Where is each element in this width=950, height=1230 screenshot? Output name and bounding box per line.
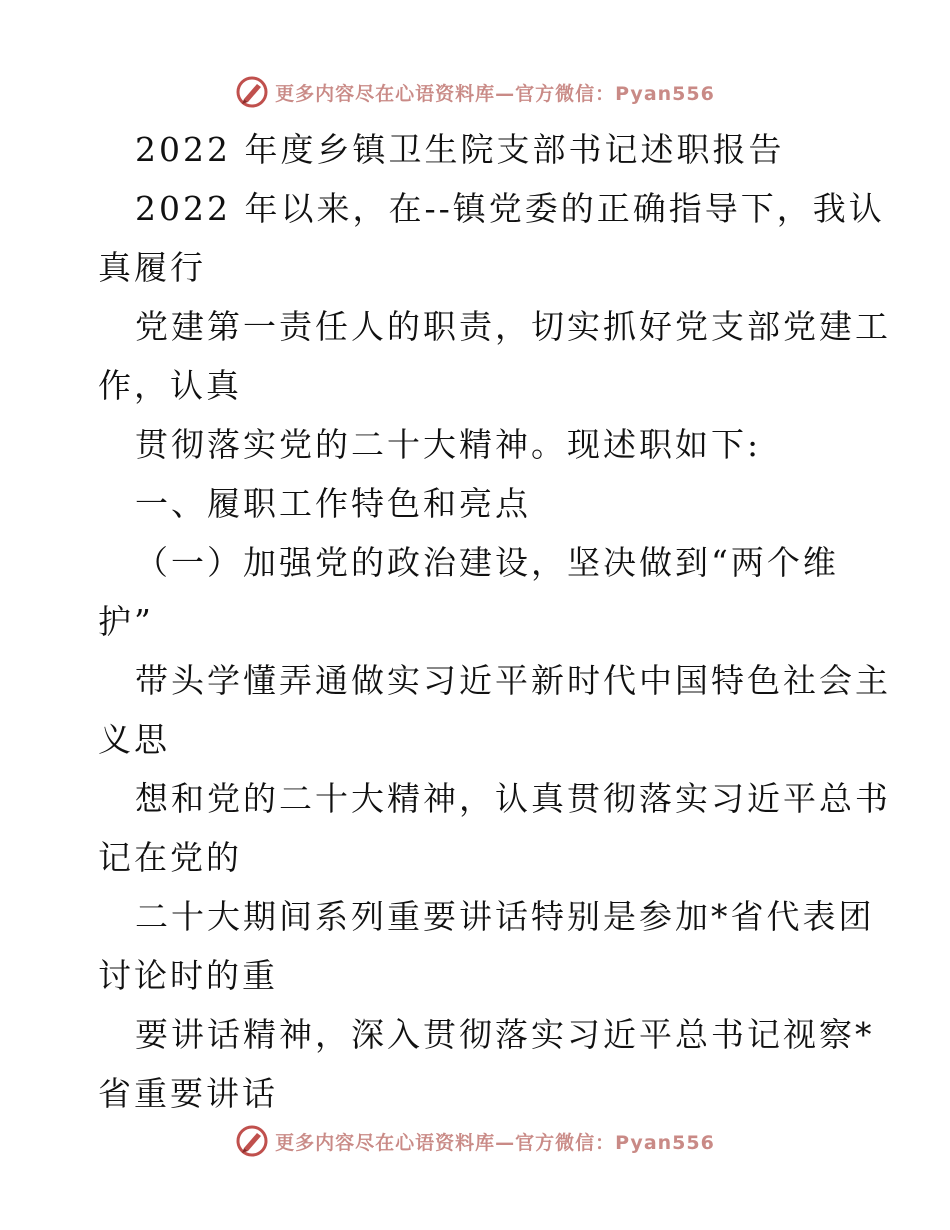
paragraph-line: 要讲话精神，深入贯彻落实习近平总书记视察* [135, 1015, 875, 1054]
pen-logo-icon [235, 75, 269, 109]
watermark-text: 更多内容尽在心语资料库—官方微信：Pyan556 [275, 82, 715, 105]
paragraph-line: 护” [98, 602, 154, 641]
paragraph-line: 讨论时的重 [98, 956, 278, 995]
paragraph-line: 想和党的二十大精神，认真贯彻落实习近平总书 [135, 779, 891, 818]
paragraph-line: 2022 年以来，在--镇党委的正确指导下，我认 [135, 189, 885, 228]
footer-watermark [0, 1121, 950, 1161]
paragraph-line: 贯彻落实党的二十大精神。现述职如下: [135, 425, 762, 464]
subsection-heading: （一）加强党的政治建设，坚决做到“两个维 [135, 543, 839, 582]
paragraph-line: 二十大期间系列重要讲话特别是参加*省代表团 [135, 897, 875, 936]
paragraph-line: 党建第一责任人的职责，切实抓好党支部党建工 [135, 307, 891, 346]
paragraph-line: 真履行 [98, 248, 206, 287]
pen-logo-icon [235, 1124, 269, 1158]
document-title: 2022 年度乡镇卫生院支部书记述职报告 [135, 130, 785, 169]
paragraph-line: 带头学懂弄通做实习近平新时代中国特色社会主 [135, 661, 891, 700]
paragraph-line: 省重要讲话 [98, 1074, 278, 1113]
header-watermark [0, 72, 950, 112]
watermark-text: 更多内容尽在心语资料库—官方微信：Pyan556 [275, 1131, 715, 1154]
section-heading: 一、履职工作特色和亮点 [135, 484, 531, 523]
paragraph-line: 义思 [98, 720, 170, 759]
paragraph-line: 记在党的 [98, 838, 242, 877]
document-body [98, 120, 891, 1123]
paragraph-line: 作，认真 [98, 366, 242, 405]
